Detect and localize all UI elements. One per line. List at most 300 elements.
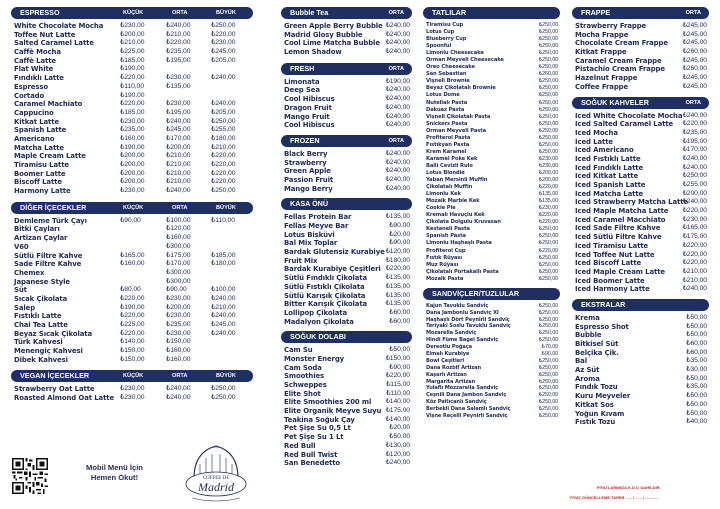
menu-item-name: Çikolatalı Muffin	[426, 184, 473, 191]
menu-item-name: Harmony Latte	[14, 187, 71, 196]
menu-item-name: Iced Harmony Latte	[575, 285, 650, 294]
price-medium: ₺120,00	[166, 225, 191, 233]
size-label-orta: ORTA	[388, 65, 404, 72]
menu-item-price: ₺250,00	[538, 64, 558, 71]
menu-item-name: Dibek Kahvesi	[14, 355, 68, 364]
menu-item-price: ₺135,00	[385, 213, 410, 221]
menu-item	[423, 57, 560, 64]
price-small: ₺110,00	[120, 82, 144, 90]
menu-item-price: ₺165,00	[682, 224, 707, 232]
menu-item-price: ₺250,00	[538, 275, 558, 282]
menu-item-name: Pet Şişe Su 0,5 Lt	[284, 424, 351, 433]
menu-item	[281, 346, 412, 355]
price-medium: ₺160,00	[166, 234, 191, 242]
menu-item-name: Köz Patlıcanlı Sandviç	[426, 399, 487, 406]
svg-text:Madrid: Madrid	[198, 480, 234, 494]
price-large: ₺245,00	[211, 321, 236, 328]
price-large: ₺250,00	[211, 394, 236, 402]
price-medium: ₺150,00	[166, 338, 191, 346]
price-medium: ₺240,00	[166, 187, 191, 195]
menu-item	[423, 198, 560, 205]
menu-item-price: ₺195,00	[682, 137, 707, 145]
menu-item-price: ₺210,00	[682, 276, 707, 284]
menu-item-name: Spanish Latte	[14, 126, 67, 135]
menu-item-price: ₺260,00	[682, 48, 707, 56]
menu-item-name: Dereotlu Poğaça	[426, 344, 473, 351]
menu-item	[423, 276, 560, 283]
menu-item-name: Kremalı Havuçlu Kek	[426, 212, 485, 219]
menu-item	[423, 121, 560, 128]
menu-item	[11, 295, 253, 304]
menu-item	[11, 118, 253, 127]
menu-item-name: Strawberry Frappe	[575, 22, 647, 30]
menu-item-name: Iced Strawberry Matcha Latte	[575, 198, 688, 207]
menu-item-name: Green Apple	[284, 167, 331, 176]
price-large: ₺220,00	[211, 152, 236, 160]
menu-item-price: ₺35,00	[686, 383, 707, 391]
menu-item-price: ₺175,00	[385, 407, 410, 415]
menu-item	[572, 207, 709, 216]
menu-item-price: ₺250,00	[538, 268, 558, 275]
menu-item-name: Limonlu Haşhaşlı Pasta	[426, 240, 492, 247]
menu-item	[11, 385, 253, 394]
menu-item-name: Krem Karamel	[426, 148, 467, 155]
menu-item-price: ₺50,00	[686, 409, 707, 417]
menu-item-name: Caffè Latte	[14, 56, 56, 65]
menu-item-price: ₺250,00	[538, 385, 558, 392]
price-small: ₺160,00	[120, 260, 145, 268]
menu-item-price: ₺245,00	[682, 30, 707, 38]
menu-item-name: Lemon Shadow	[284, 48, 342, 57]
menu-item-price: ₺250,00	[538, 330, 558, 337]
menu-item	[572, 164, 709, 173]
menu-item-name: Red Bull Twist	[284, 450, 338, 459]
menu-item-name: Kitkat Frappe	[575, 48, 627, 57]
menu-item	[423, 269, 560, 276]
menu-item-price: ₺30,00	[686, 366, 707, 374]
price-medium: ₺195,00	[166, 56, 191, 64]
price-small: ₺90,00	[120, 216, 141, 224]
menu-item-price: ₺250,00	[538, 50, 558, 57]
size-label-orta: ORTA	[685, 10, 701, 16]
menu-item	[423, 226, 560, 233]
menu-item-name: Espresso Shot	[575, 322, 629, 331]
menu-item	[572, 129, 709, 138]
menu-item-price: ₺220,00	[385, 372, 410, 380]
menu-item-name: V60	[14, 242, 29, 251]
menu-item-price: ₺245,00	[682, 39, 707, 47]
section-header	[11, 202, 253, 214]
menu-item	[423, 114, 560, 121]
price-small: ₺230,00	[120, 394, 145, 402]
menu-item-price: ₺50,00	[686, 400, 707, 408]
menu-item-name: Margarita Artizan	[426, 378, 475, 385]
menu-item-price: ₺250,00	[538, 226, 558, 233]
menu-item-name: Teakina Soğuk Çay	[284, 415, 355, 424]
size-label-orta: ORTA	[172, 10, 188, 16]
menu-item	[423, 303, 560, 310]
menu-item	[11, 65, 253, 74]
menu-item	[11, 394, 253, 403]
menu-item-name: Vişne Reçelli Peynirli Sandviç	[426, 412, 508, 419]
price-medium: ₺230,00	[166, 100, 191, 108]
menu-item	[423, 255, 560, 262]
price-medium: ₺90,00	[166, 286, 187, 294]
price-small: ₺190,00	[120, 91, 145, 99]
menu-item	[11, 217, 253, 226]
menu-item-price: ₺130,00	[385, 441, 410, 449]
menu-item-name: Sütlü Karışık Çikolata	[284, 291, 366, 300]
menu-item-name: Beyaz Çikolatalı Brownie	[426, 85, 496, 92]
price-small: ₺190,00	[120, 303, 145, 311]
menu-item	[423, 135, 560, 142]
menu-item	[423, 317, 560, 324]
menu-item-name: Iced Tiramisu Latte	[575, 241, 649, 250]
price-large: ₺100,00	[211, 286, 236, 294]
section-header	[281, 135, 412, 147]
menu-item-name: Sütlü Fıstıklı Çikolata	[284, 282, 365, 291]
menu-item-price: ₺40,00	[686, 418, 707, 426]
section-title: FRESH	[290, 63, 315, 73]
size-label-orta: ORTA	[388, 137, 404, 144]
price-large: ₺220,00	[211, 30, 236, 38]
menu-item	[281, 185, 412, 194]
mobile-menu-caption	[86, 463, 143, 483]
menu-item-name: Strawberry Oat Latte	[14, 385, 95, 394]
menu-item	[11, 74, 253, 83]
menu-item-price: ₺240,00	[385, 175, 410, 183]
menu-item-price: ₺250,00	[538, 406, 558, 413]
menu-item	[281, 121, 412, 130]
section-title: VEGAN İÇECEKLER	[20, 371, 90, 381]
menu-item	[281, 113, 412, 122]
price-medium: ₺200,00	[166, 303, 191, 311]
menu-list	[423, 303, 560, 420]
menu-item	[423, 310, 560, 317]
menu-item-name: Elmalı Kurabiye	[426, 350, 470, 357]
menu-item-name: Balli Cevizli Rulo	[426, 162, 473, 169]
price-medium: ₺100,00	[166, 216, 191, 224]
menu-item-name: Süt	[14, 286, 27, 295]
menu-item-price: ₺240,00	[385, 112, 410, 120]
menu-item-price: ₺135,00	[538, 191, 558, 198]
price-small: ₺190,00	[120, 65, 145, 73]
menu-item-name: Berbekli Dana Salamlı Sandviç	[426, 406, 511, 413]
menu-item-price: ₺135,00	[538, 198, 558, 205]
menu-item-name: Iced Maple Matcha Latte	[575, 207, 669, 216]
menu-list	[281, 150, 412, 193]
menu-item-price: ₺250,00	[538, 261, 558, 268]
menu-item-price: ₺240,00	[385, 184, 410, 192]
menu-item-price: ₺250,00	[538, 36, 558, 43]
column-1	[11, 7, 253, 408]
menu-item-name: Cortado	[14, 91, 45, 100]
menu-item-price: ₺240,00	[385, 459, 410, 467]
section-espresso	[11, 7, 253, 196]
column-2	[281, 7, 412, 473]
menu-item	[11, 178, 253, 187]
menu-item	[423, 50, 560, 57]
section-title: KASA ÖNÜ	[290, 199, 329, 209]
price-medium: ₺245,00	[166, 126, 191, 134]
menu-item	[281, 274, 412, 283]
menu-item	[281, 159, 412, 168]
menu-item-name: Smoothies	[284, 372, 325, 381]
menu-item-price: ₺110,00	[386, 389, 410, 397]
menu-item-name: Iced Caramel Macchiato	[575, 215, 666, 224]
qr-code[interactable]	[12, 458, 48, 494]
menu-item-price: ₺170,00	[682, 146, 707, 154]
menu-item-name: Mango Fruit	[284, 112, 330, 121]
menu-list	[281, 346, 412, 468]
menu-item	[572, 366, 709, 375]
menu-item-name: Cam Su	[284, 346, 313, 355]
menu-item	[11, 39, 253, 48]
section-header	[11, 370, 253, 382]
menu-item-name: Iced Kitkat Latte	[575, 172, 639, 181]
menu-item	[572, 224, 709, 233]
menu-item-name: Fıstıkyan Pasta	[426, 141, 470, 148]
menu-item	[572, 181, 709, 190]
menu-item-name: Sütlü Filtre Kahve	[14, 251, 83, 260]
price-large: ₺205,00	[211, 108, 236, 116]
menu-item-name: Caramel Cream Frappe	[575, 56, 662, 65]
menu-item	[572, 340, 709, 349]
menu-item-price: ₺250,00	[538, 309, 558, 316]
menu-item	[423, 36, 560, 43]
section-ekstralar	[572, 299, 709, 427]
menu-item-name: Chai Tea Latte	[14, 321, 68, 329]
section-title: SOĞUK DOLABI	[290, 332, 346, 342]
menu-item-name: Lotus Dome	[426, 92, 460, 99]
menu-item-price: ₺255,00	[682, 181, 707, 188]
svg-text:COFFEE DE: COFFEE DE	[202, 476, 230, 481]
price-small: ₺140,00	[120, 338, 145, 346]
price-medium: ₺210,00	[166, 152, 191, 160]
menu-item-price: ₺180,00	[385, 256, 410, 264]
menu-item-name: Kajun Tavuklu Sandviç	[426, 302, 489, 309]
section-header	[11, 7, 253, 19]
price-large: ₺230,00	[211, 39, 236, 47]
menu-item-name: Iced Fındıklı Latte	[575, 163, 644, 172]
price-small: ₺185,00	[120, 108, 145, 116]
menu-item-price: ₺230,00	[682, 215, 707, 223]
menu-item-name: Chocolate Cream Frappe	[575, 39, 668, 48]
menu-item-name: Black Berry	[284, 149, 328, 158]
price-medium: ₺200,00	[166, 143, 191, 151]
menu-item-name: Dakuaz Pasta	[426, 106, 465, 113]
menu-item-price: ₺245,00	[682, 56, 707, 64]
menu-item-name: Sade Filtre Kahve	[14, 260, 82, 269]
section-header	[281, 7, 412, 19]
menu-item	[11, 100, 253, 109]
menu-item-price: ₺250,00	[538, 254, 558, 261]
price-medium: ₺195,00	[166, 108, 191, 116]
menu-item-name: Spanish Pasta	[426, 233, 466, 240]
price-small: ₺210,00	[120, 39, 145, 47]
section-header	[423, 7, 560, 19]
menu-item-price: ₺60,00	[686, 340, 707, 347]
menu-item-price: ₺240,00	[682, 111, 707, 119]
price-medium: ₺230,00	[166, 329, 191, 337]
menu-item-price: ₺250,00	[538, 337, 558, 344]
menu-item-price: ₺250,00	[682, 172, 707, 180]
menu-item	[572, 155, 709, 164]
menu-item-name: Iced Spanish Latte	[575, 181, 646, 189]
menu-item	[11, 243, 253, 252]
section-title: DİĞER İÇECEKLER	[20, 202, 87, 212]
price-small: ₺80,00	[120, 286, 141, 294]
menu-item-price: ₺135,00	[385, 291, 410, 299]
menu-item-price: ₺220,00	[682, 259, 707, 267]
menu-item	[281, 381, 412, 390]
section-fresh	[281, 63, 412, 130]
menu-item-price: ₺250,00	[538, 127, 558, 134]
menu-item	[423, 240, 560, 247]
price-small: ₺200,00	[120, 161, 145, 168]
menu-item	[281, 222, 412, 231]
menu-item	[423, 92, 560, 99]
menu-item	[423, 128, 560, 135]
menu-item-price: ₺250,00	[538, 85, 558, 92]
menu-item	[11, 312, 253, 321]
section-header	[572, 299, 709, 311]
section-sandvicler	[423, 288, 560, 420]
section-header	[423, 288, 560, 300]
menu-item-name: Salep	[14, 303, 36, 312]
menu-item-name: Mozaik Pasta	[426, 275, 464, 282]
menu-item-price: ₺200,00	[538, 177, 558, 184]
menu-item	[572, 48, 709, 57]
menu-item-name: Mozaik Marble Kek	[426, 198, 480, 205]
menu-item	[281, 309, 412, 318]
menu-item	[281, 407, 412, 416]
section-header	[572, 97, 709, 109]
price-medium: ₺235,00	[166, 48, 191, 56]
menu-item-name: Fındıklı Latte	[14, 74, 64, 83]
menu-list	[11, 385, 253, 402]
price-small: ₺150,00	[120, 355, 145, 363]
menu-item-name: San Sebastian	[426, 71, 467, 78]
price-medium: ₺240,00	[166, 117, 191, 125]
menu-item-name: Coffee Frappe	[575, 82, 629, 91]
menu-item	[572, 251, 709, 260]
menu-item-name: Madrid Glosy Bubble	[284, 30, 363, 39]
menu-item-name: Caffè Mocha	[14, 48, 61, 57]
menu-item	[423, 156, 560, 163]
menu-item-name: Bitki Çayları	[14, 225, 60, 234]
menu-item-price: ₺240,00	[385, 167, 410, 175]
size-label-orta: ORTA	[172, 373, 188, 380]
price-small: ₺200,00	[120, 152, 145, 160]
menu-item-price: ₺250,00	[538, 78, 558, 85]
menu-item-price: ₺50,00	[686, 331, 707, 339]
menu-item-price: ₺250,00	[538, 378, 558, 385]
price-medium: ₺210,00	[166, 178, 191, 186]
price-small: ₺220,00	[120, 74, 145, 82]
menu-item-price: ₺250,00	[538, 92, 558, 99]
price-large: ₺255,00	[211, 126, 236, 134]
menu-item	[423, 142, 560, 149]
menu-item	[572, 112, 709, 121]
menu-item-price: ₺135,00	[385, 274, 410, 282]
menu-item-name: Pet Şişe Su 1 Lt	[284, 433, 344, 442]
size-label-orta: ORTA	[388, 10, 404, 16]
menu-item	[423, 184, 560, 191]
price-large: ₺250,00	[211, 22, 236, 29]
menu-item-price: ₺240,00	[385, 95, 410, 103]
menu-item-name: Kaşarlı Artizan	[426, 371, 467, 378]
menu-item-name: Lotus Blondie	[426, 169, 465, 176]
menu-item	[281, 283, 412, 292]
menu-item-price: ₺60,00	[686, 348, 707, 356]
menu-item-price: ₺260,00	[682, 65, 707, 73]
menu-item-price: ₺220,00	[538, 247, 558, 254]
menu-item-name: Iced Sütlü Filtre Kahve	[575, 233, 662, 242]
menu-item	[423, 205, 560, 212]
menu-item-price: ₺90,00	[389, 239, 410, 247]
menu-item	[572, 120, 709, 129]
price-medium: ₺240,00	[166, 385, 191, 393]
price-small: ₺200,00	[120, 178, 145, 186]
menu-item	[281, 86, 412, 95]
menu-item-price: ₺220,00	[538, 212, 558, 219]
menu-item-name: Iced Maple Cream Latte	[575, 267, 665, 276]
price-large: ₺185,00	[211, 251, 236, 259]
section-title: ESPRESSO	[20, 8, 60, 17]
menu-item-name: Lollipop Çikolata	[284, 308, 348, 317]
menu-item-price: ₺220,00	[385, 265, 410, 273]
menu-item-price: ₺250,00	[538, 141, 558, 148]
section-vegan	[11, 370, 253, 402]
menu-item	[423, 351, 560, 358]
price-medium: ₺160,00	[166, 347, 191, 355]
menu-item-name: Dana Rozbif Artizan	[426, 364, 482, 371]
menu-item	[281, 248, 412, 257]
menu-item-price: ₺50,00	[686, 392, 707, 400]
menu-item	[423, 344, 560, 351]
menu-item-name: Iced Mocha	[575, 128, 618, 137]
section-title: EKSTRALAR	[581, 299, 626, 309]
price-medium: ₺175,00	[166, 251, 191, 259]
price-small: ₺225,00	[120, 48, 145, 56]
price-small: ₺150,00	[120, 347, 145, 355]
menu-item-name: Fıstıklı Latte	[14, 312, 62, 321]
menu-item-name: Yulaflı Mozzarella Sandviç	[426, 385, 499, 392]
price-small: ₺190,00	[120, 143, 145, 151]
menu-item-name: Bardak Kurabiye Çeşitleri	[284, 265, 381, 274]
menu-item-name: Elite Shot	[284, 389, 321, 398]
menu-item-name: Dragon Fruit	[284, 103, 332, 112]
price-large: ₺210,00	[211, 303, 236, 311]
menu-item-name: Fıstık Rüyası	[426, 254, 463, 261]
menu-item	[281, 292, 412, 301]
price-large: ₺110,00	[211, 216, 235, 224]
menu-item-price: ₺250,00	[538, 302, 558, 309]
menu-item	[423, 372, 560, 379]
menu-item-price: ₺240,00	[682, 163, 707, 171]
menu-item	[423, 64, 560, 71]
menu-item-name: Cookie Pie	[426, 205, 456, 212]
price-small: ₺220,00	[120, 312, 145, 320]
menu-item-name: Demleme Türk Çayı	[14, 216, 87, 225]
menu-item-price: ₺135,00	[385, 282, 410, 290]
menu-item	[572, 65, 709, 74]
menu-item-name: Mango Berry	[284, 184, 333, 193]
price-small: ₺220,00	[120, 329, 145, 337]
menu-item	[423, 233, 560, 240]
section-header	[281, 331, 412, 343]
